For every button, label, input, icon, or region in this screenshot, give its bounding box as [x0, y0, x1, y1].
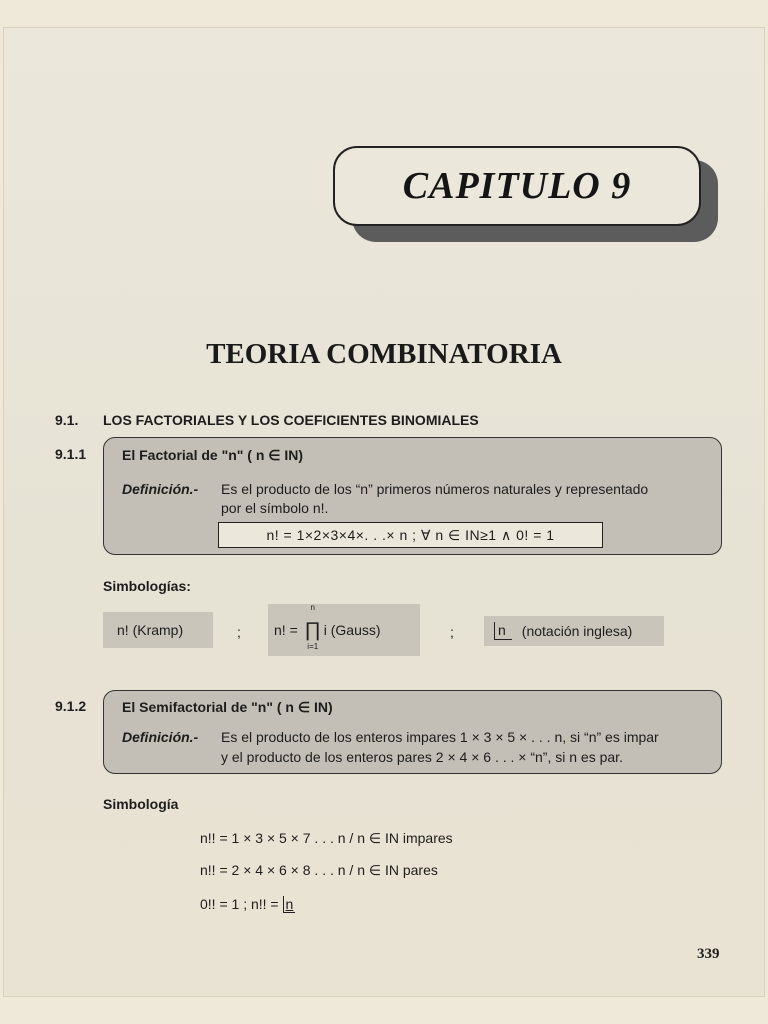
page-number: 339 — [697, 946, 720, 962]
factorial-formula: n! = 1×2×3×4×. . .× n ; ∀ n ∈ IN≥1 ∧ 0! = 1 — [266, 526, 555, 543]
subsection-number-semifactorial: 9.1.2 — [55, 698, 87, 714]
zero-formula-prefix: 0!! = 1 ; n!! = — [200, 896, 283, 912]
product-lower-limit: i=1 — [307, 642, 319, 651]
semifactorial-definition-box — [103, 690, 722, 774]
factorial-definition-box — [103, 437, 722, 555]
factorial-definition-line-2: por el símbolo n!. — [221, 500, 329, 516]
zero-formula-n: n — [283, 896, 296, 913]
semifactorial-title: El Semifactorial de "n" ( n ∈ IN) — [122, 699, 333, 715]
kramp-notation — [103, 612, 213, 648]
gauss-suffix: i (Gauss) — [323, 622, 381, 638]
factorial-title: El Factorial de "n" ( n ∈ IN) — [122, 447, 304, 463]
factorial-definition-label: Definición.- — [122, 481, 199, 497]
product-sign: ∏ — [304, 619, 321, 641]
semifactorial-zero-formula — [200, 896, 295, 912]
symbologies-title: Simbologías: — [103, 578, 191, 594]
semifactorial-odd-formula: n!! = 1 × 3 × 5 × 7 . . . n / n ∈ IN impares — [200, 830, 453, 846]
semifactorial-definition-label: Definición.- — [122, 729, 199, 745]
english-notation — [484, 616, 664, 646]
semifactorial-definition-line-2: y el producto de los enteros pares 2 × 4 × 6 . . . × “n”, si n es par. — [221, 749, 623, 765]
main-title: TEORIA COMBINATORIA — [206, 338, 562, 370]
kramp-notation-text: n! (Kramp) — [117, 622, 184, 638]
chapter-title: CAPITULO 9 — [402, 165, 632, 207]
english-notation-label: (notación inglesa) — [521, 623, 633, 639]
semifactorial-even-formula: n!! = 2 × 4 × 6 × 8 . . . n / n ∈ IN pares — [200, 862, 438, 878]
section-number: 9.1. — [55, 412, 79, 428]
separator: ; — [450, 624, 454, 640]
simbologia-title: Simbología — [103, 796, 179, 812]
gauss-prefix: n! = — [274, 622, 298, 638]
separator: ; — [237, 624, 241, 640]
product-upper-limit: n — [310, 603, 315, 612]
gauss-notation — [268, 604, 420, 656]
subsection-number-factorial: 9.1.1 — [55, 446, 87, 462]
chapter-banner — [333, 146, 701, 226]
factorial-definition-line-1: Es el producto de los “n” primeros números naturales y representado — [221, 481, 649, 497]
factorial-formula-box — [218, 522, 603, 548]
english-notation-symbol: n — [494, 622, 512, 640]
semifactorial-definition-line-1: Es el producto de los enteros impares 1 × 3 × 5 × . . . n, si “n” es impar — [221, 729, 659, 745]
product-symbol — [304, 603, 322, 651]
section-title: LOS FACTORIALES Y LOS COEFICIENTES BINOMIALES — [103, 412, 479, 428]
